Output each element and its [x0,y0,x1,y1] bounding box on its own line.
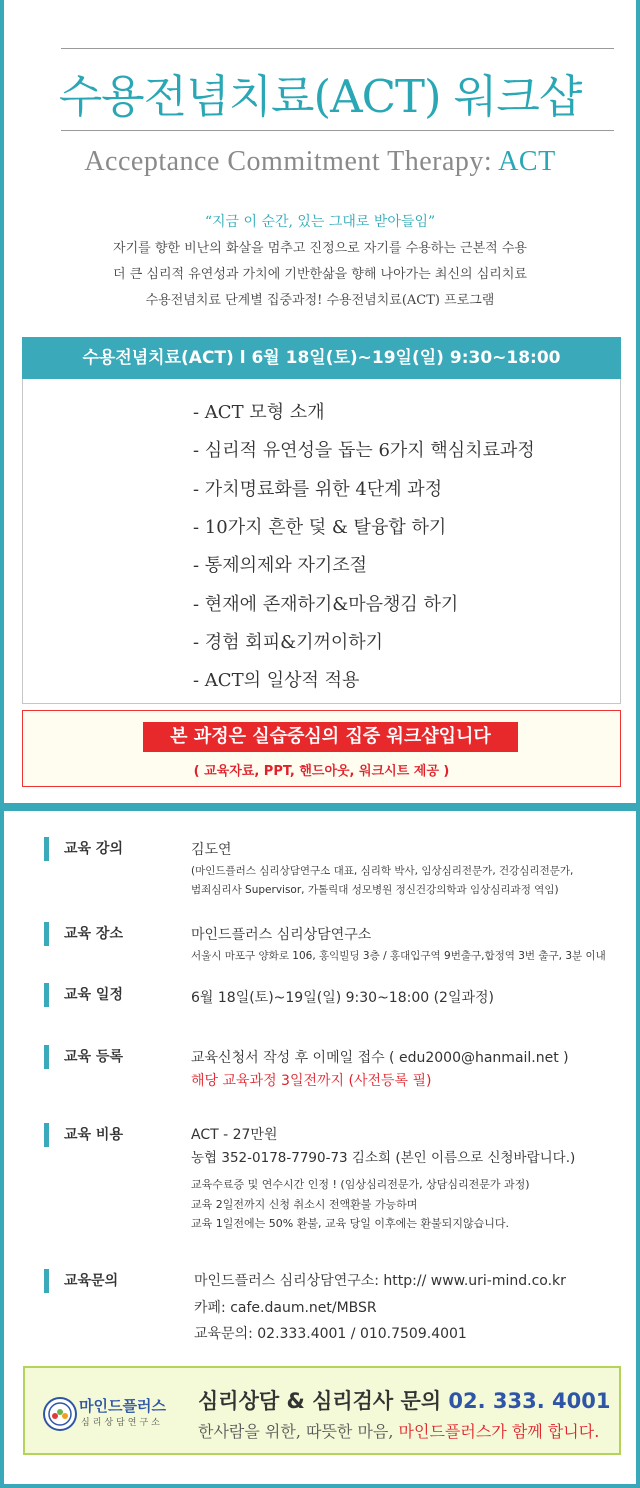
label-contact: 교육문의 [44,1269,118,1293]
curriculum-item: - 심리적 유연성을 돕는 6가지 핵심치료과정 [193,440,535,461]
label-registration: 교육 등록 [44,1045,123,1069]
registration-deadline: 해당 교육과정 3일전까지 (사전등록 필) [191,1073,432,1089]
fee-price: ACT - 27만원 [191,1127,278,1143]
label-fee: 교육 비용 [44,1123,123,1147]
label-venue: 교육 장소 [44,922,123,946]
logo-name: 마인드플러스 [79,1397,166,1415]
footer-phone: 02. 333. 4001 [448,1389,611,1413]
label-schedule: 교육 일정 [44,983,123,1007]
venue-address: 서울시 마포구 양화로 106, 홍익빌딩 3층 / 홍대입구역 9번출구,합정역 3번 출구, 3분 이내 [191,950,606,962]
notice-box [22,710,621,787]
title-top-rule [61,48,614,49]
footer-contact-banner [23,1366,621,1455]
footer-slogan [198,1419,599,1442]
curriculum-item: - 통제의제와 자기조절 [193,555,368,576]
fee-note-2: 교육 2일전까지 신청 취소시 전액환불 가능하며 [191,1198,418,1211]
intro-line-1: 자기를 향한 비난의 화살을 멈추고 진정으로 자기를 수용하는 근본적 수용 [113,241,527,256]
curriculum-item: - 10가지 흔한 덫 & 탈융합 하기 [193,517,447,538]
venue-name: 마인드플러스 심리상담연구소 [191,927,372,943]
registration-value: 교육신청서 작성 후 이메일 접수 ( edu2000@hanmail.net ) [191,1050,569,1066]
title-bottom-rule [61,130,614,131]
fee-note-1: 교육수료증 및 연수시간 인정 ! (임상심리전문가, 상담심리전문가 과정) [191,1178,530,1191]
page-subtitle [4,146,636,178]
mindplus-logo-icon [43,1397,77,1431]
subtitle-accent: ACT [498,146,556,177]
footer-inquiry-text: 심리상담 & 심리검사 문의 [198,1389,449,1413]
footer-slogan-text: 한사람을 위한, 따뜻한 마음, [198,1422,399,1441]
curriculum-item: - ACT 모형 소개 [193,402,325,423]
session-header-bar: 수용전념치료(ACT) l 6월 18일(토)~19일(일) 9:30~18:00 [22,337,621,379]
instructor-bio-2: 범죄심리사 Supervisor, 가톨릭대 성모병원 정신건강의학과 임상심리과정 역임) [191,884,559,896]
footer-slogan-highlight: 마인드플러스가 함께 합니다. [398,1422,600,1441]
notice-headline: 본 과정은 실습중심의 집중 워크샵입니다 [143,722,518,752]
subtitle-main: Acceptance Commitment Therapy: [84,146,499,177]
tagline-quote: “지금 이 순간, 있는 그대로 받아들임” [204,214,436,230]
workshop-details-panel [4,811,636,1484]
page-title: 수용전념치료(ACT) 워크샵 [58,70,582,123]
intro-line-2: 더 큰 심리적 유연성과 가치에 기반한삶을 향해 나아가는 최신의 심리치료 [113,267,527,282]
schedule-value: 6월 18일(토)~19일(일) 9:30~18:00 (2일과정) [191,990,495,1006]
curriculum-item: - ACT의 일상적 적용 [193,670,360,691]
footer-inquiry-line [198,1385,611,1415]
contact-phone: 교육문의: 02.333.4001 / 010.7509.4001 [194,1326,467,1342]
logo-subtitle: 심리상담연구소 [81,1418,163,1428]
curriculum-item: - 가치명료화를 위한 4단계 과정 [193,479,443,500]
curriculum-box [22,379,621,704]
instructor-name: 김도연 [191,842,232,858]
notice-materials: ( 교육자료, PPT, 핸드아웃, 워크시트 제공 ) [193,764,450,779]
contact-website: 마인드플러스 심리상담연구소: http:// www.uri-mind.co.kr [194,1273,566,1289]
fee-note-3: 교육 1일전에는 50% 환불, 교육 당일 이후에는 환불되지않습니다. [191,1217,509,1230]
intro-line-3: 수용전념치료 단계별 집중과정! 수용전념치료(ACT) 프로그램 [145,293,495,308]
fee-account: 농협 352-0178-7790-73 김소희 (본인 이름으로 신청바랍니다.) [191,1150,576,1166]
curriculum-item: - 경험 회피&기꺼이하기 [193,632,384,653]
instructor-bio-1: (마인드플러스 심리상담연구소 대표, 심리학 박사, 임상심리전문가, 건강심리전문가, [191,865,574,877]
contact-cafe: 카페: cafe.daum.net/MBSR [194,1300,377,1316]
label-instructor: 교육 강의 [44,837,123,861]
curriculum-item: - 현재에 존재하기&마음챙김 하기 [193,594,459,615]
workshop-intro-panel [4,0,636,803]
